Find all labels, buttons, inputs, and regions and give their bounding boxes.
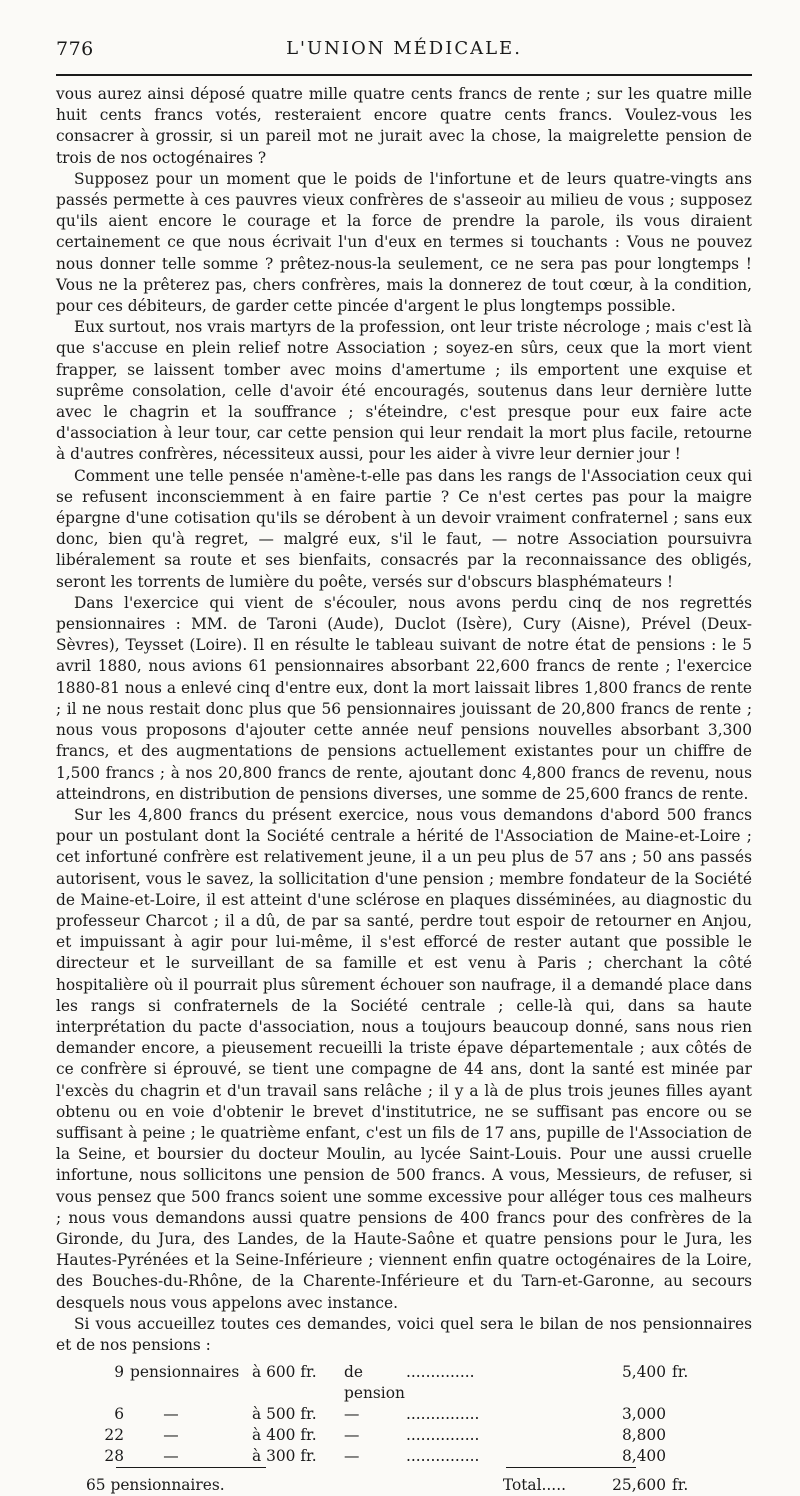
paragraph: Sur les 4,800 francs du présent exercice, nous vous demandons d'abord 500 francs pour un postulant dont la Société centrale a hérité de l'Association de Maine-et-Loire ; cet infortuné confrère est relativement jeune, il a un peu plus de 57 ans ; 50 ans passés autorisent, vous le savez, la sollicitation d'une pension ; membre fondateur de la Société de Maine-et-Loire, il est atteint d'une sclérose en plaques disséminées, au diagnostic du professeur Charcot ; il a dû, de par sa santé, perdre tout espoir de retourner en Anjou, et impuissant à agir pour lui-même, il s'est efforcé de rester autant que possible le directeur et le surveillant de sa famille et est venu à Paris ; cherchant la côté hospitalière où il pourrait plus sûrement échouer son naufrage, il a demandé place dans les rangs si confraternels de la Société centrale ; celle-là qui, dans sa haute interprétation du pacte d'association, nous a toujours beaucoup donné, sans nous rien demander encore, a pieusement recueilli la triste épave départementale ; aux côtés de ce confrère si éprouvé, se tient une compagne de 44 ans, dont la santé est minée par l'excès du chagrin et d'un travail sans relâche ; il y a là de plus trois jeunes filles ayant obtenu ou en voie d'obtenir le brevet d'institutrice, ne se suffisant pas encore ou se suffisant à peine ; le quatrième enfant, c'est un fils de 17 ans, pupille de l'Association de la Seine, et boursier du docteur Moulin, au lycée Saint-Louis. Pour une aussi cruelle infortune, nous sollicitons une pension de 500 francs. A vous, Messieurs, de refuser, si vous pensez que 500 francs soient une somme excessive pour alléger tous ces malheurs ; nous vous demandons aussi quatre pensions de 400 francs pour des confrères de la Gironde, du Jura, des Landes, de la Haute-Saône et quatre pensions pour le Jura, les Hautes-Pyrénées et la Seine-Inférieure ; viennent enfin quatre octogénaires de la Loire, des Bouches-du-Rhône, de la Charente-Inférieure et du Tarn-et-Garonne, au secours desquels nous vous appelons avec instance. [56,805,752,1312]
paragraph: Supposez pour un moment que le poids de l'infortune et de leurs quatre-vingts ans passés permette à ces pauvres vieux confrères de s'asseoir au milieu de vous ; supposez qu'ils aient encore le courage et la force de prendre la parole, ils vous diraient certainement ce que nous écrivait l'un d'eux en termes si touchants : Vous ne pouvez nous donner telle somme ? prêtez-nous-la seulement, ce ne sera pas pour longtemps ! Vous ne la prêterez pas, chers confrères, mais la donnerez de tout cœur, à la condition, pour ces débiteurs, de garder cette pincée d'argent le plus longtemps possible. [56,169,752,316]
row-amount: 3,000 [621,1405,666,1424]
pension-rate: à 300 fr. [252,1447,317,1466]
total-row [56,1475,752,1496]
pensioner-count: 28 [104,1447,124,1466]
leader-dots: ............... [406,1447,480,1466]
article-body [56,84,752,1356]
pensioner-count: 9 [114,1363,124,1382]
pensioner-word: pensionnaires [130,1363,240,1382]
running-head: L'UNION MÉDICALE. [286,38,522,59]
pensioner-word: — [163,1426,179,1445]
pension-unit: de pension [344,1363,405,1403]
total-label: Total..... [502,1476,566,1495]
table-row [56,1425,752,1446]
leader-dots: ............... [406,1426,480,1445]
pension-unit: — [344,1405,360,1424]
total-amount: 25,600 [612,1476,666,1495]
table-row [56,1446,752,1467]
paragraph: Si vous accueillez toutes ces demandes, voici quel sera le bilan de nos pensionnaires et de nos pensions : [56,1314,752,1354]
row-amount: 5,400 [621,1363,666,1382]
row-amount: 8,800 [621,1426,666,1445]
paragraph: Eux surtout, nos vrais martyrs de la profession, ont leur triste nécrologe ; mais c'est là que s'accuse en plein relief notre Association ; soyez-en sûrs, ceux que la mort vient frapper, se laissent tomber avec moins d'amertume ; ils emportent une exquise et suprême consolation, celle d'avoir été encouragés, soutenus dans leur dernière lutte avec le chagrin et la souffrance ; s'éteindre, c'est presque pour eux faire acte d'association à leur tour, car cette pension qui leur rendait la mort plus facile, retourne à d'autres confrères, nécessiteux aussi, pour les aider à vivre leur dernier jour ! [56,318,752,464]
amount-sum-rule [506,1467,636,1473]
count-sum-rule [116,1467,266,1473]
pensioner-word: — [163,1447,179,1466]
row-amount: 8,400 [621,1447,666,1466]
leader-dots: ............... [406,1405,480,1424]
header-rule [56,74,752,76]
pension-unit: — [344,1426,360,1445]
pensioner-count: 22 [104,1426,124,1445]
page-number: 776 [56,38,94,60]
table-row [56,1404,752,1425]
total-pensioners: 65 pensionnaires. [86,1476,225,1495]
pension-rate: à 600 fr. [252,1363,317,1382]
pension-rate: à 500 fr. [252,1405,317,1424]
leader-dots: .............. [406,1363,475,1382]
paragraph: vous aurez ainsi déposé quatre mille quatre cents francs de rente ; sur les quatre mille huit cents francs votés, resteraient encore quatre cents francs. Voulez-vous les consacrer à grossir, si un pareil mot ne jurait avec la chose, la maigrelette pension de trois de nos octogénaires ? [56,85,752,167]
pension-unit: — [344,1447,360,1466]
row-currency: fr. [672,1363,689,1382]
sum-rules [56,1467,752,1473]
pensioner-count: 6 [114,1405,124,1424]
pension-rate: à 400 fr. [252,1426,317,1445]
total-currency: fr. [672,1476,689,1495]
paragraph: Dans l'exercice qui vient de s'écouler, nous avons perdu cinq de nos regrettés pensionnaires : MM. de Taroni (Aude), Duclot (Isère), Cury (Aisne), Prével (Deux-Sèvres), Teysset (Loire). Il en résulte le tableau suivant de notre état de pensions : le 5 avril 1880, nous avions 61 pensionnaires absorbant 22,600 francs de rente ; l'exercice 1880-81 nous a enlevé cinq d'entre eux, dont la mort laissait libres 1,800 francs de rente ; il ne nous restait donc plus que 56 pensionnaires jouissant de 20,800 francs de rente ; nous vous proposons d'ajouter cette année neuf pensions nouvelles absorbant 3,300 francs, et des augmentations de pensions actuellement existantes pour un chiffre de 1,500 francs ; à nos 20,800 francs de rente, ajoutant donc 4,800 francs de revenu, nous atteindrons, en distribution de pensions diverses, une somme de 25,600 francs de rente. [56,593,752,803]
paragraph: Comment une telle pensée n'amène-t-elle pas dans les rangs de l'Association ceux qui se refusent inconsciemment à en faire partie ? Ce n'est certes pas pour la maigre épargne d'une cotisation qu'ils se dérobent à un devoir vraiment confraternel ; sans eux donc, bien qu'à regret, — malgré eux, s'il le faut, — notre Association poursuivra libéralement sa route et ses bienfaits, consacrés par la reconnaissance des obligés, seront les torrents de lumière du poête, versés sur d'obscurs blasphémateurs ! [56,466,752,591]
table-row [56,1362,752,1404]
pension-table [56,1362,752,1496]
page-header [56,0,752,62]
pensioner-word: — [163,1405,179,1424]
